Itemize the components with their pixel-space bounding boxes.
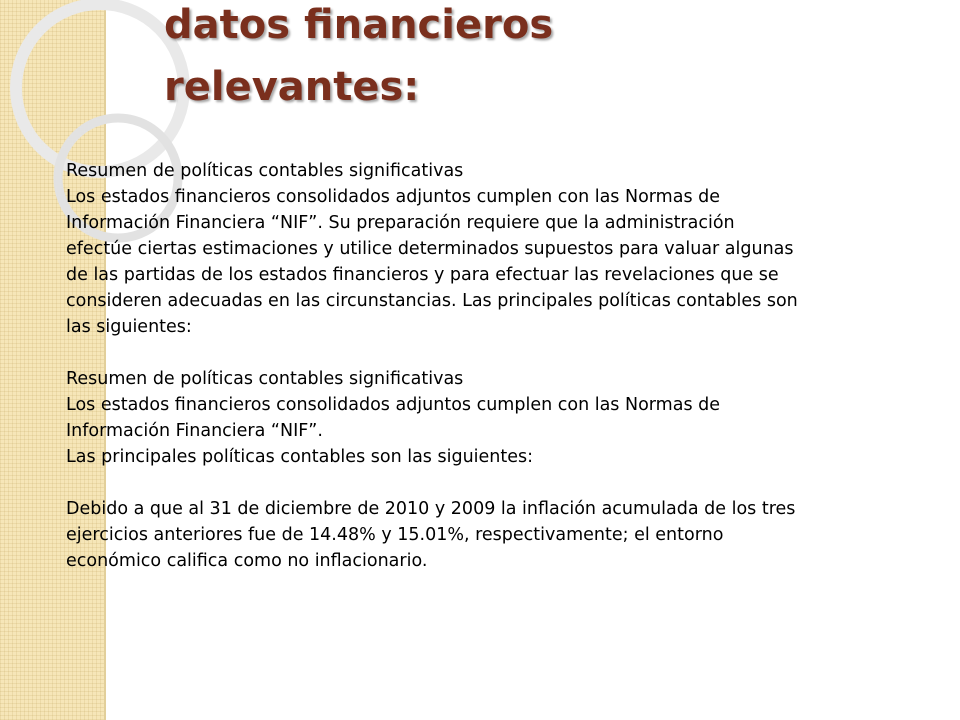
text-line: Información Financiera “NIF”. Su preparación requiere que la administración <box>66 213 735 233</box>
text-line: consideren adecuadas en las circunstancias. Las principales políticas contables son <box>66 291 798 311</box>
text-line: ejercicios anteriores fue de 14.48% y 15.01%, respectivamente; el entorno <box>66 525 724 545</box>
text-line: las siguientes: <box>66 317 192 337</box>
text-line: efectúe ciertas estimaciones y utilice determinados supuestos para valuar algunas <box>66 239 794 259</box>
text-line: Las principales políticas contables son las siguientes: <box>66 447 534 467</box>
slide-title <box>164 0 553 118</box>
text-line: Debido a que al 31 de diciembre de 2010 y 2009 la inflación acumulada de los tres <box>66 499 796 519</box>
text-line: Los estados financieros consolidados adjuntos cumplen con las Normas de <box>66 187 721 207</box>
title-line-1: datos financieros <box>164 2 554 48</box>
paragraph-gap <box>66 470 896 496</box>
text-line: Información Financiera “NIF”. <box>66 421 323 441</box>
paragraph-gap <box>66 340 896 366</box>
text-line: económico califica como no inflacionario. <box>66 551 428 571</box>
decor-ring-outer <box>16 4 184 172</box>
text-line: de las partidas de los estados financieros y para efectuar las revelaciones que se <box>66 265 779 285</box>
text-line: Los estados financieros consolidados adjuntos cumplen con las Normas de <box>66 395 721 415</box>
text-line: Resumen de políticas contables significativas <box>66 161 464 181</box>
title-line-2: relevantes: <box>164 64 420 110</box>
slide-body <box>66 158 896 574</box>
text-line: Resumen de políticas contables significativas <box>66 369 464 389</box>
